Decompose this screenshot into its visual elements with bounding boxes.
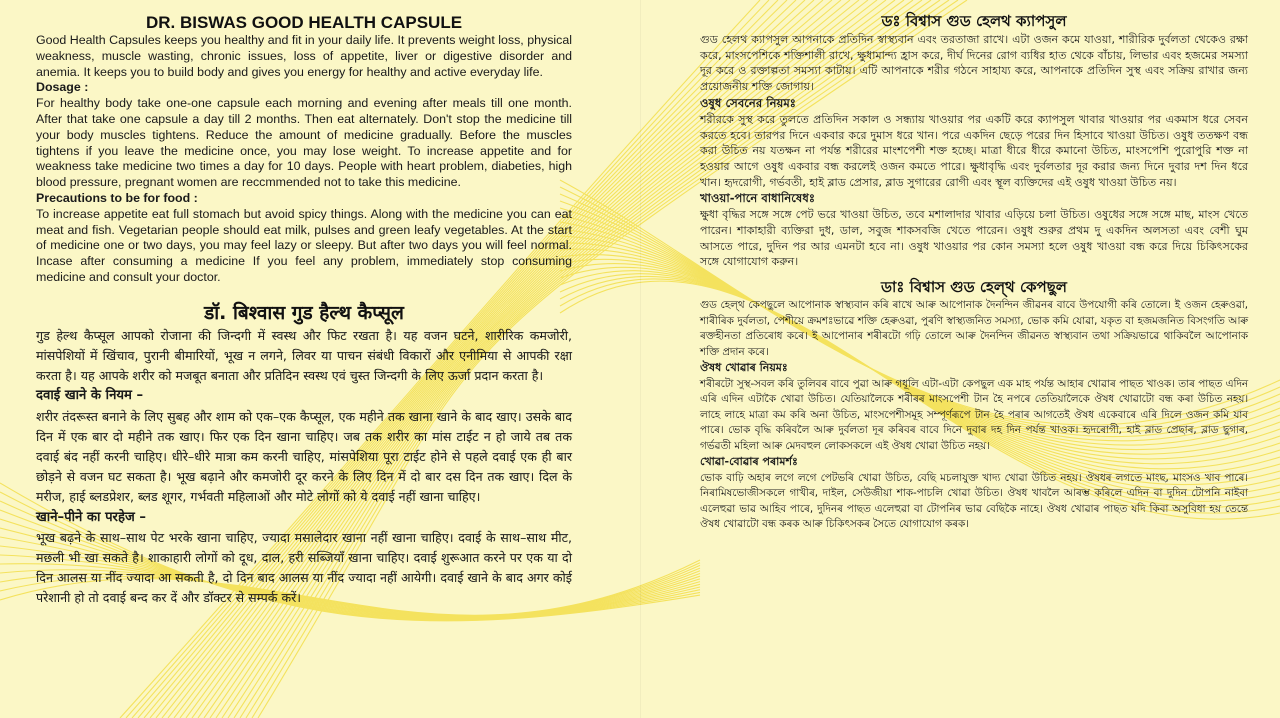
english-section: [36, 0, 572, 286]
assamese-intro: গুড হেল্থ কেপছুলে আপোনাক স্বাস্থ্যবান কৰি ৰাখে আৰু আপোনাক দৈনন্দিন জীৱনৰ বাবে উপযোগী কৰি তোলে। ই ওজন হেৰুওৱা, শাৰীৰিক দুৰ্বলতা, পেশীয়ে ক্ৰমশঃভাৱে শক্তি হেৰুওৱা, পুৰণি স্বাস্থ্যজনিত সমস্যা, ভোক কমি যোৱা, যকৃত বা হজমজনিত বিসংগতি আৰু ৰক্তহীনতা প্ৰতিৰোধ কৰে। ই আপোনাৰ শৰীৰটো গঢ়ি তোলে আৰু দৈনন্দিন জীৱনত স্বাস্থ্যবান তথা সক্ৰিয়ভাৱে থাকিবলৈ আপোনাক শক্তি প্ৰদান কৰে।: [700, 299, 1248, 358]
english-dosage-heading: Dosage :: [36, 80, 89, 95]
bengali-food: ক্ষুধা বৃদ্ধির সঙ্গে সঙ্গে পেট ভরে খাওয়া উচিত, তবে মশালাদার খাবার এড়িয়ে চলা উচিত। ওষুধের সঙ্গে সঙ্গে মাছ, মাংস খেতে পারেন। শাকাহারী ব্যক্তিরা দুধ, ডাল, সবুজ শাকসবজি খেতে পারেন। ওষুধ শুরুর প্রথম দু একদিন অলসতা এবং বেশী ঘুম আসতে পারে, দুদিন পর আর এমনটা হবে না। ওষুধ খাওয়ার পর কোন সমস্যা হলে ওষুধ খাওয়া বন্ধ করে দিয়ে চিকিৎসকের সঙ্গে যোগাযোগ করুন।: [700, 208, 1248, 269]
right-column: [700, 0, 1248, 533]
left-column: [36, 0, 572, 609]
bengali-title: ডঃ বিশ্বাস গুড হেলথ ক্যাপসুল: [881, 12, 1067, 30]
page-fold: [640, 0, 641, 718]
assamese-section: [700, 276, 1248, 533]
assamese-dosage-heading: ঔষধ খোৱাৰ নিয়মঃ: [700, 361, 788, 375]
hindi-dosage: शरीर तंदरूस्त बनाने के लिए सुबह और शाम को एक–एक कैप्सूल, एक महीने तक खाना खाने के बाद खाए। उसके बाद दिन में एक बार दो महीने तक खाए। फिर एक दिन खाना चाहिए। जब तक शरीर का मांस टाईट न हो जाये तब तक दवाई बंद नहीं करनी चाहिए। धीरे–धीरे मात्रा कम करनी चाहिए, मांसपेशिया पूरा टाईट होने से पहले दवाई एक ही बार छोड़ने से वजन घट सकता है। भूख बढ़ाने और कमजोरी दूर करने के लिए दिन में दो बार दस दिन तक खाए। दिल के मरीज, हाई ब्लडप्रेशर, ब्लड शूगर, गर्भवती महिलाओं और मोटे लोगों को ये दवाई नहीं खाना चाहिए।: [36, 408, 572, 505]
bengali-section: [700, 0, 1248, 270]
hindi-dosage-heading: दवाई खाने के नियम –: [36, 388, 144, 404]
bengali-dosage: শরীরকে সুস্থ করে তুলতে প্রতিদিন সকাল ও সন্ধ্যায় খাওয়ার পর একটি করে ক্যাপসুল খাবার খাওয়ার পর একমাস ধরে সেবন করতে হবে। তারপর দিনে একবার করে দুমাস ধরে খান। পরে একদিন ছেড়ে পরের দিন হিসাবে খাওয়া উচিত। ওষুধ ততক্ষণ বন্ধ করা উচিত নয় যতক্ষন না পর্যন্ত শরীরের মাংশপেশী শক্ত হচ্ছে। মাত্রা ধীরে ধীরে কমানো উচিত, মাংসপেশি পুরোপুরি শক্ত না হওয়ার আগে ওষুধ একবার বন্ধ করলেই ওজন কমতে পারে। ক্ষুধাবৃদ্ধি এবং দুর্বলতার দূর করার জন্য দিনে দুবার দশ দিন ধরে খান। হৃদরোগী, গর্ভবতী, হাই ব্লাড প্রেসার, ব্লাড সুগারের রোগী এবং স্থূল ব্যক্তিদের এই ওষুধ খাওয়া উচিত নয়।: [700, 112, 1248, 189]
assamese-dosage: শৰীৰটো সুস্থ-সবল কৰি তুলিবৰ বাবে পুৱা আৰু গধূলি এটা-এটা কেপছুল এক মাহ পৰ্যন্ত আহাৰ খোৱাৰ পাছত খাওক। তাৰ পাছত এদিন এৰি এদিন এটাকৈ খোৱা উচিত। যেতিয়ালৈকে শৰীৰৰ মাংসপেশী টান হৈ নপৰে তেতিয়ালৈকে ঔষধ খোৱাটো বন্ধ কৰা উচিত নহয়। লাহে লাহে মাত্ৰা কম কৰি অনা উচিত, মাংসপেশীসমূহ সম্পূৰ্ণৰূপে টান হৈ পৰাৰ আগতেই ঔষধ একেবাৰে এৰি দিলে ওজন কমি যাব পাৰে। ভোক বৃদ্ধি কৰিবলৈ আৰু দুৰ্বলতা দূৰ কৰিবৰ বাবে দিনে দুবাৰ দহ দিন পৰ্যন্ত খাওক। হৃদৰোগী, হাই ব্লাড প্ৰেছাৰ, ব্লাড ছুগাৰ, গৰ্ভৱতী মহিলা আৰু মেদবহুল লোকসকলে এই ঔষধ খোৱা উচিত নহয়।: [700, 377, 1248, 452]
assamese-title: ডাঃ বিশ্বাস গুড হেল্থ কেপছুল: [881, 278, 1067, 297]
bengali-dosage-heading: ওষুধ সেবনের নিয়মঃ: [700, 95, 796, 110]
assamese-food-heading: খোৱা-বোৱাৰ পৰামৰ্শঃ: [700, 455, 798, 469]
hindi-title: डॉ. बिश्वास गुड हैल्थ कैप्सूल: [204, 301, 404, 324]
english-precautions: To increase appetite eat full stomach but avoid spicy things. Along with the medicine you can eat meat and fish. Vegetarian people should eat milk, pulses and green leafy vegetables. At the start of medicine one or two days, you may feel lazy or sleepy. But after two days you will feel normal. Incase after consuming a medicine If you feel any problem, immediately stop consuming medicine and consult your doctor.: [36, 206, 572, 284]
bengali-food-heading: খাওয়া-পানে বাধানিষেধঃ: [700, 191, 816, 206]
english-intro: Good Health Capsules keeps you healthy and fit in your daily life. It prevents weight loss, physical weakness, muscle wasting, chronic issues, loss of appetite, liver or digestive disorder and anemia. It keeps you to build body and gives you energy for healthy and active everyday life.: [36, 33, 572, 79]
english-dosage: For healthy body take one-one capsule each morning and evening after meals till one month. After that take one capsule a day till 2 months. Then eat alternately. Don't stop the medicine till your body muscles tightens. Reduce the amount of medicine gradually. Before the muscles tightens if you leave the medicine once, you may lose weight. To increase appetite and for weakness take medicine two times a day for 10 days. People with heart problem, diabeties, high blood pressure, pregnant women are reccmmended not to take this medicine.: [36, 96, 572, 190]
hindi-section: [36, 300, 572, 609]
english-title: DR. BISWAS GOOD HEALTH CAPSULE: [145, 13, 463, 32]
hindi-intro: गुड हेल्थ कैप्सूल आपको रोजाना की जिन्दगी में स्वस्थ और फिट रखता है। यह वजन घटने, शारीरिक कमजोरी, मांसपेशियों में खिंचाव, पुरानी बीमारियों, भूख न लगने, लिवर या पाचन संबंधी विकारों और एनीमिया से आपकी रक्षा करता है। यह आपके शरीर को मजबूत बनाता और प्रतिदिन स्वस्थ एवं चुस्त जिन्दगी के लिए ऊर्जा प्रदान करता है।: [36, 327, 572, 384]
bengali-intro: গুড হেলথ ক্যাপসুল আপনাকে প্রতিদিন স্বাস্থ্যবান এবং তরতাজা রাখে। এটা ওজন কমে যাওয়া, শারীরিক দুর্বলতা থেকেও রক্ষা করে, মাংসপেশিকে শক্তিশালী রাখে, ক্ষুধামান্দ্য হ্রাস করে, দীর্ঘ দিনের রোগ ব্যধির হাত থেকে বাঁচায়, লিভার এবং হজমের সমস্যা দূর করে ও রক্তাল্পতা সমস্যা কাটায়। এটি আপনাকে শরীর গঠনে সাহায্য করে, আপনাকে প্রতিদিন সুস্থ এবং সক্রিয় রাখার জন্য প্রয়োজনীয় শক্তি জোগায়।: [700, 33, 1248, 94]
hindi-food: भूख बढ़ने के साथ–साथ पेट भरके खाना चाहिए, ज्यादा मसालेदार खाना नहीं खाना चाहिए। दवाई के साथ–साथ मीट, मछली भी खा सकते है। शाकाहारी लोगों को दूध, दाल, हरी सब्जियाँ खाना चाहिए। दवाई शुरूआत करने पर एक या दो दिन आलस या नींद ज्यादा आ सकती है, दो दिन बाद आलस या नींद ज्यादा नहीं आयेगी। दवाई खाने के बाद अगर कोई परेशानी हो तो दवाई बन्द कर दें और डॉक्टर से सम्पर्क करें।: [36, 529, 572, 606]
english-precautions-heading: Precautions to be for food :: [36, 190, 198, 205]
assamese-food: ভোক বাঢ়ি অহাৰ লগে লগে পেটভৰি খোৱা উচিত, বেছি মচলাযুক্ত খাদ্য খোৱা উচিত নহয়। ঔষধৰ লগতে মাংছ, মাংসও খাব পাৰে। নিৰামিষভোজীসকলে গাখীৰ, দাইল, সেউজীয়া শাক-পাচলি খোৱা উচিত। ঔষধ খাবলৈ আৰম্ভ কৰিলে এদিন বা দুদিন টোপনি নাইবা এলেহুৱা ভাৱ আহিব পাৰে, দুদিনৰ পাছত এলেহুৱা বা টোপনিৰ ভাৱ বেছিকৈ নাহে। ঔষধ খোৱাৰ পাছত যদি কিবা অসুবিধা হয় তেন্তে ঔষধ খোৱাটো বন্ধ কৰক আৰু চিকিৎসকৰ সৈতে যোগাযোগ কৰক।: [700, 471, 1248, 531]
hindi-food-heading: खाने–पीने का परहेज –: [36, 509, 146, 525]
